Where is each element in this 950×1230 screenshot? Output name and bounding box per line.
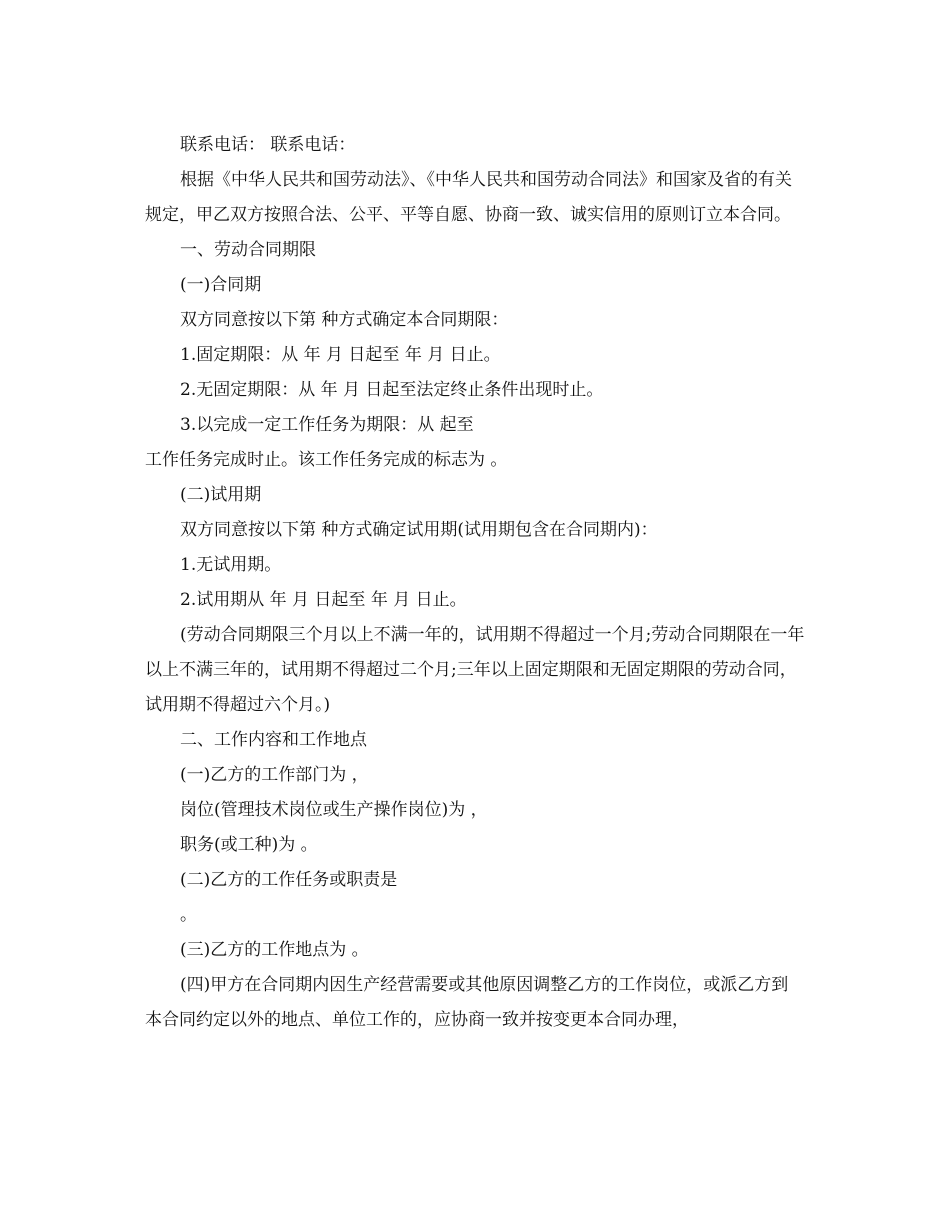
work-department-line: (一)乙方的工作部门为 ，	[180, 765, 369, 785]
fixed-term-item: 1.固定期限：从 年 月 日起至 年 月 日止。	[180, 345, 501, 365]
section-heading-work-content: 二、工作内容和工作地点	[180, 730, 367, 750]
work-location-line: (三)乙方的工作地点为 。	[180, 940, 369, 960]
work-title-line: 职务(或工种)为 。	[180, 835, 318, 855]
probation-period-item: 2.试用期从 年 月 日起至 年 月 日止。	[180, 590, 467, 610]
work-position-line: 岗位(管理技术岗位或生产操作岗位)为 ，	[180, 800, 488, 820]
no-probation-item: 1.无试用期。	[180, 555, 282, 575]
work-duties-end: 。	[180, 905, 197, 925]
section-heading-contract-term: 一、劳动合同期限	[180, 240, 316, 260]
task-term-continuation: 工作任务完成时止。该工作任务完成的标志为 。	[145, 450, 508, 470]
document-body	[145, 128, 805, 1038]
subsection-probation: (二)试用期	[180, 485, 262, 505]
subsection-contract-period: (一)合同期	[180, 275, 262, 295]
work-duties-line: (二)乙方的工作任务或职责是	[180, 870, 398, 890]
task-term-item: 3.以完成一定工作任务为期限：从 起至	[180, 415, 474, 435]
probation-method-line: 双方同意按以下第 种方式确定试用期(试用期包含在合同期内)：	[180, 520, 658, 540]
term-method-line: 双方同意按以下第 种方式确定本合同期限：	[180, 310, 509, 330]
job-adjustment-paragraph: (四)甲方在合同期内因生产经营需要或其他原因调整乙方的工作岗位，或派乙方到本合同约定以外的地点、单位工作的，应协商一致并按变更本合同办理，	[145, 975, 789, 1030]
open-term-item: 2.无固定期限：从 年 月 日起至法定终止条件出现时止。	[180, 380, 604, 400]
contact-phone-line: 联系电话： 联系电话：	[180, 135, 356, 155]
probation-note-paragraph: (劳动合同期限三个月以上不满一年的，试用期不得超过一个月;劳动合同期限在一年以上不满三年的，试用期不得超过二个月;三年以上固定期限和无固定期限的劳动合同，试用期不得超过六个月。)	[145, 625, 805, 715]
preamble-paragraph: 根据《中华人民共和国劳动法》、《中华人民共和国劳动合同法》和国家及省的有关规定，甲乙双方按照合法、公平、平等自愿、协商一致、诚实信用的原则订立本合同。	[145, 170, 792, 225]
